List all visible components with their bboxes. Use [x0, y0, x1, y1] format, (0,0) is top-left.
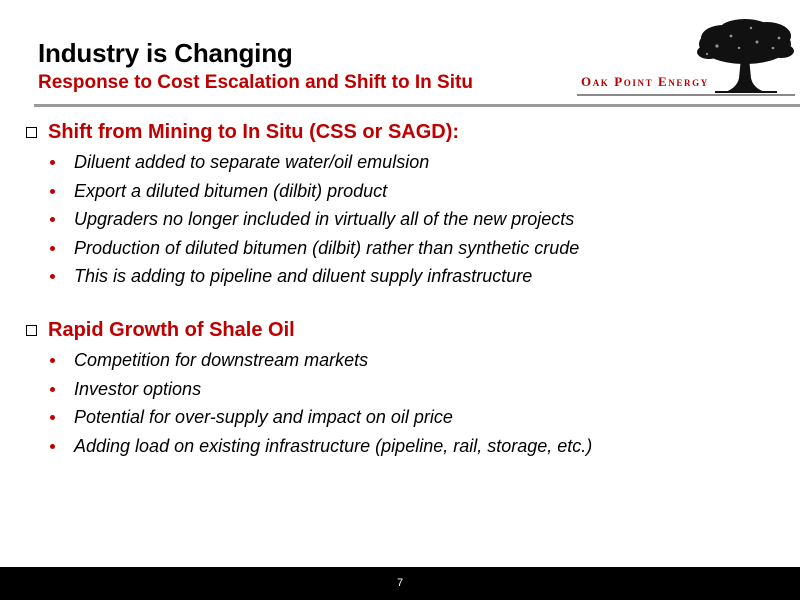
bullet-dot-icon: [50, 274, 55, 279]
company-logo: [577, 18, 795, 96]
oak-tree-icon: [695, 18, 795, 96]
section-heading-text: Shift from Mining to In Situ (CSS or SAGD):: [48, 121, 460, 143]
checkbox-bullet-icon: [26, 127, 37, 138]
bullet-dot-icon: [50, 358, 55, 363]
list-item: Production of diluted bitumen (dilbit) rather than synthetic crude: [26, 234, 786, 263]
list-item: This is adding to pipeline and diluent supply infrastructure: [26, 262, 786, 291]
footer-bar: [0, 567, 800, 600]
list-item: Export a diluted bitumen (dilbit) product: [26, 177, 786, 206]
section-heading: [26, 118, 786, 146]
checkbox-bullet-icon: [26, 325, 37, 336]
list-item: Investor options: [26, 375, 786, 404]
logo-underline: [577, 94, 795, 96]
section-heading: [26, 316, 786, 344]
bullet-dot-icon: [50, 387, 55, 392]
list-item: Competition for downstream markets: [26, 346, 786, 375]
list-item: Upgraders no longer included in virtually all of the new projects: [26, 205, 786, 234]
section-shift-to-in-situ: [26, 118, 786, 291]
page-number: 7: [396, 577, 404, 589]
bullet-dot-icon: [50, 189, 55, 194]
list-item: Adding load on existing infrastructure (pipeline, rail, storage, etc.): [26, 432, 786, 461]
bullet-dot-icon: [50, 160, 55, 165]
bullet-dot-icon: [50, 444, 55, 449]
list-item: Diluent added to separate water/oil emulsion: [26, 148, 786, 177]
logo-text: Oak Point Energy: [581, 74, 709, 89]
slide-title: Industry is Changing: [38, 38, 293, 68]
bullet-dot-icon: [50, 217, 55, 222]
list-item: Potential for over-supply and impact on oil price: [26, 403, 786, 432]
bullet-dot-icon: [50, 246, 55, 251]
slide-subtitle: Response to Cost Escalation and Shift to In Situ: [38, 72, 473, 93]
bullet-list: [26, 346, 786, 460]
title-divider: [34, 104, 800, 107]
section-shale-oil: [26, 316, 786, 460]
bullet-dot-icon: [50, 415, 55, 420]
bullet-list: [26, 148, 786, 291]
section-heading-text: Rapid Growth of Shale Oil: [48, 319, 295, 341]
